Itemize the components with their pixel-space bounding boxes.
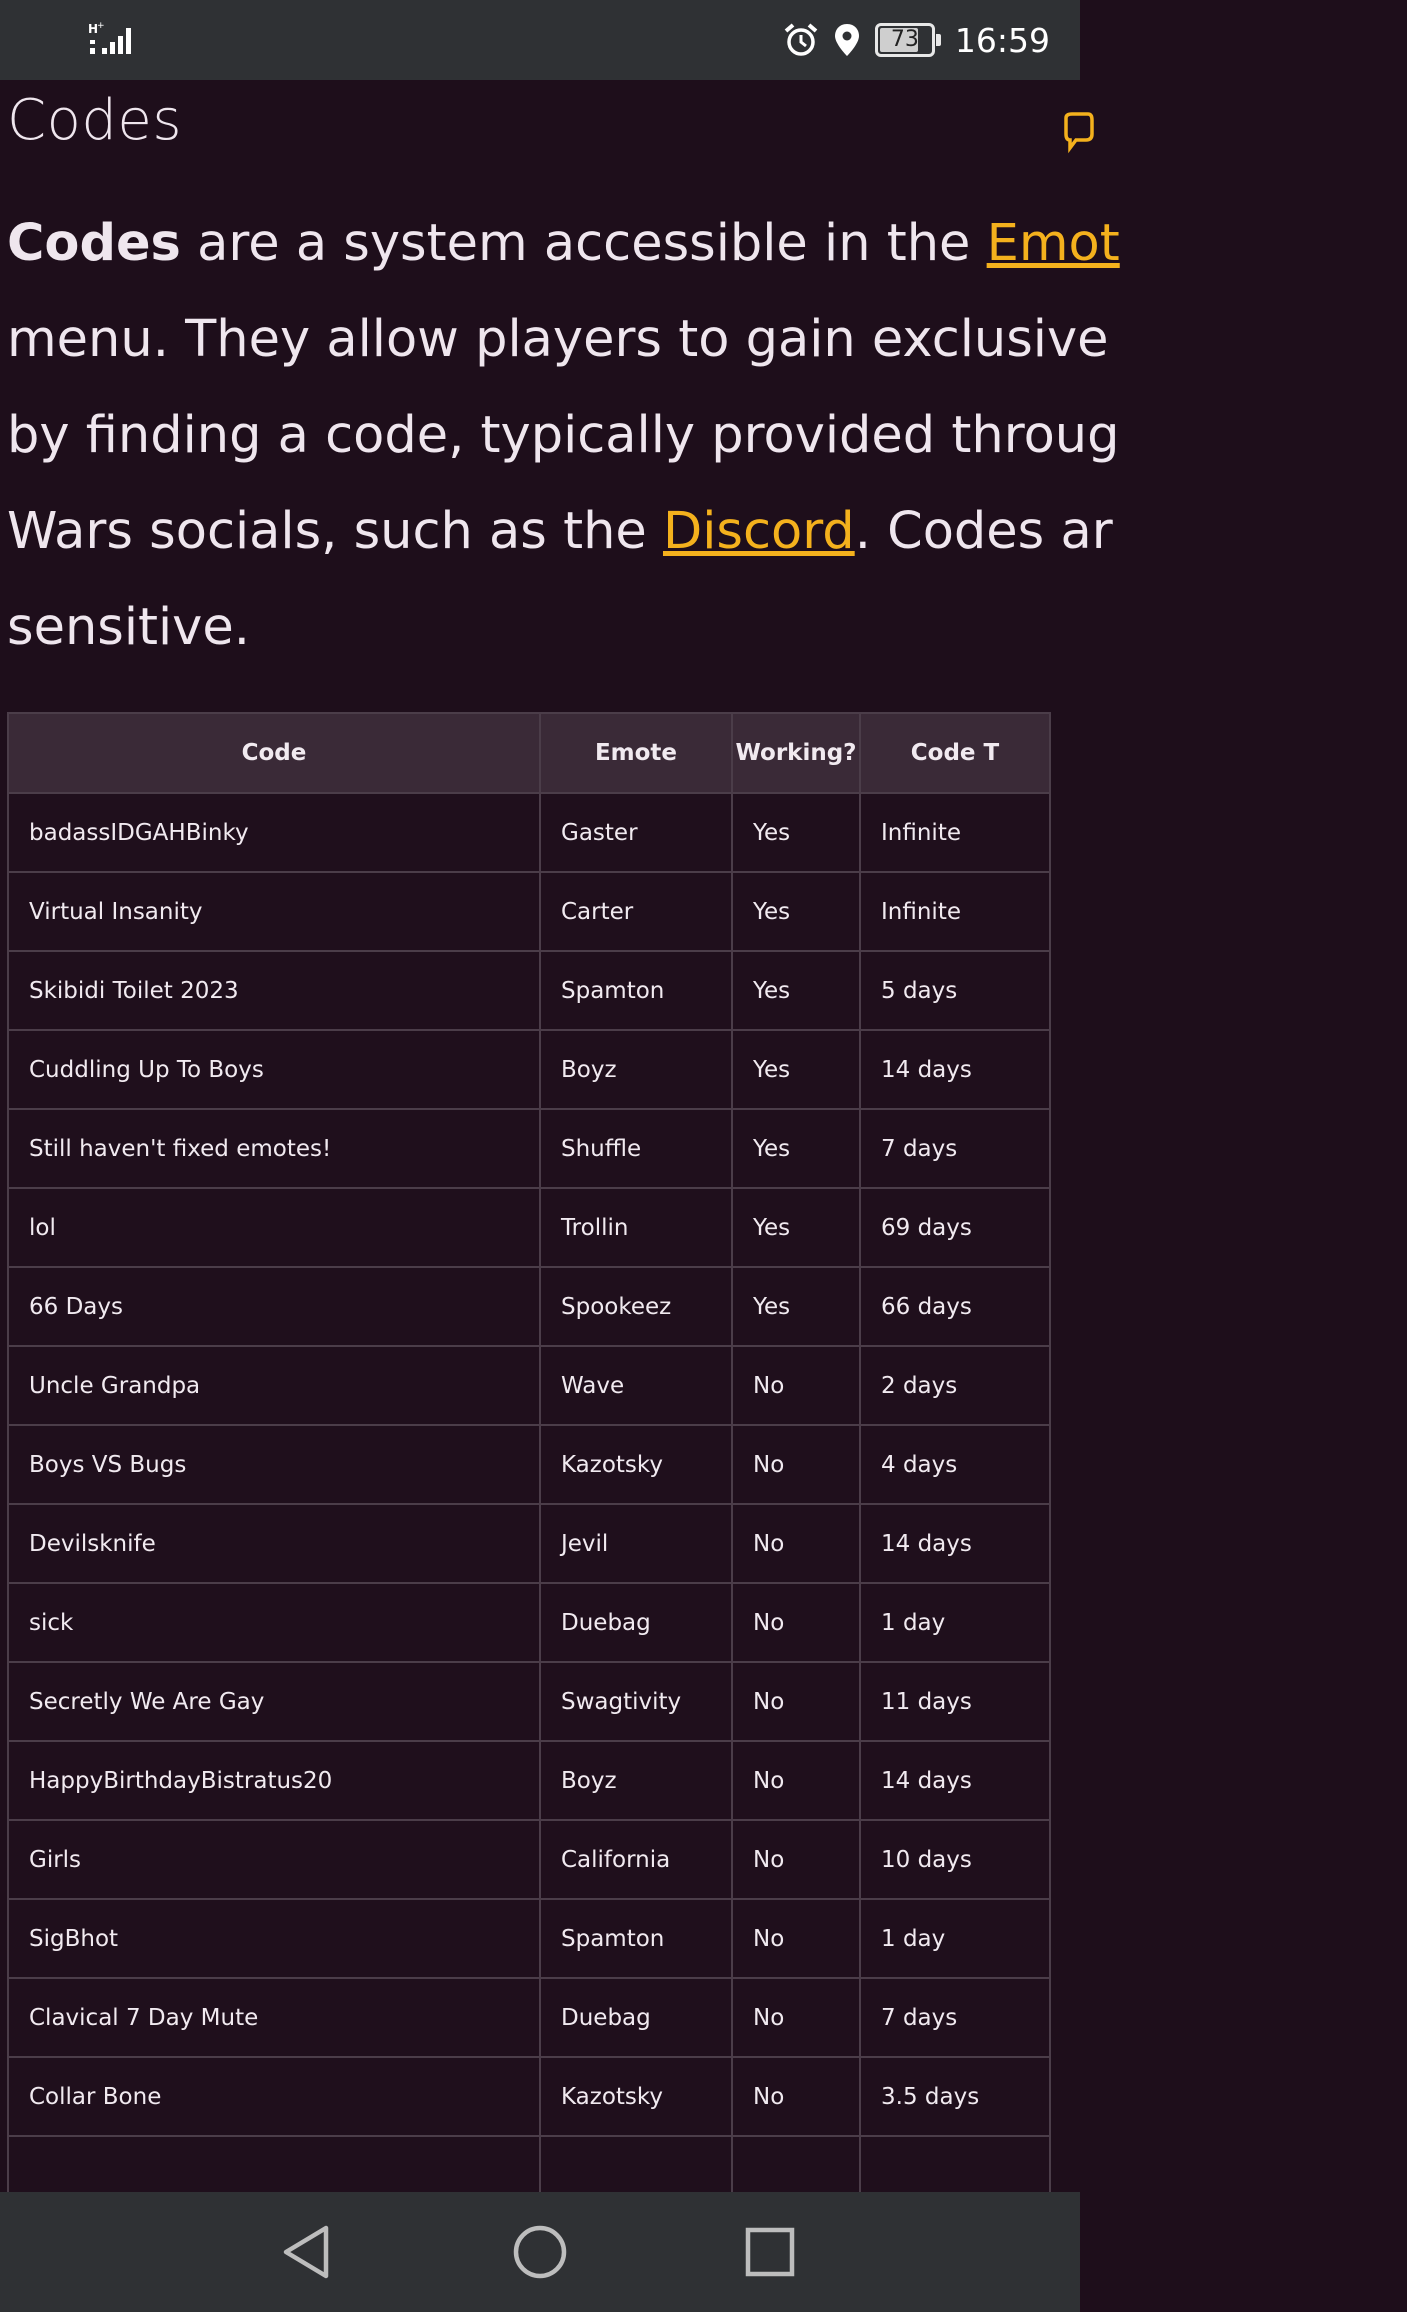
cell-emote: Carter — [540, 872, 732, 951]
cell-emote: Swagtivity — [540, 1662, 732, 1741]
cell-code: Uncle Grandpa — [8, 1346, 540, 1425]
cell-emote: Spookeez — [540, 1267, 732, 1346]
cell-emote: Duebag — [540, 1978, 732, 2057]
cell-code-time: 69 days — [860, 1188, 1050, 1267]
alarm-icon — [783, 22, 819, 58]
clock: 16:59 — [954, 20, 1050, 60]
cell-emote: Trollin — [540, 1188, 732, 1267]
header-code: Code — [8, 713, 540, 793]
emotes-link[interactable]: Emot — [986, 214, 1120, 273]
cell-emote: Spamton — [540, 951, 732, 1030]
cell-emote: Wave — [540, 1346, 732, 1425]
home-icon[interactable] — [508, 2220, 572, 2284]
cell-emote: Jevil — [540, 1504, 732, 1583]
table-row — [8, 1820, 1050, 1899]
cell-emote: Boyz — [540, 1030, 732, 1109]
table-header-row — [8, 713, 1050, 793]
cell-emote: Kazotsky — [540, 2057, 732, 2136]
cell-working: Yes — [732, 793, 860, 872]
cell-emote: Boyz — [540, 1741, 732, 1820]
cell-working: No — [732, 1662, 860, 1741]
cell-code-time: 11 days — [860, 1662, 1050, 1741]
intro-line-4: Wars socials, such as the Discord. Codes ar — [7, 502, 1113, 561]
cell-code: HappyBirthdayBistratus20 — [8, 1741, 540, 1820]
cell-working: Yes — [732, 1030, 860, 1109]
cell-code-time: 7 days — [860, 1109, 1050, 1188]
table-row — [8, 2057, 1050, 2136]
cell-emote: Duebag — [540, 1583, 732, 1662]
cell-emote: California — [540, 1820, 732, 1899]
table-row — [8, 1741, 1050, 1820]
cell-working: No — [732, 1583, 860, 1662]
intro-line-2: menu. They allow players to gain exclusive — [7, 310, 1109, 369]
table-row — [8, 1899, 1050, 1978]
battery-icon — [875, 23, 935, 57]
back-icon[interactable] — [276, 2220, 340, 2284]
cell-working: Yes — [732, 951, 860, 1030]
navigation-bar — [0, 2192, 1080, 2312]
talk-bubble-icon[interactable] — [1062, 112, 1092, 152]
cell-code-time: 66 days — [860, 1267, 1050, 1346]
recents-icon[interactable] — [738, 2220, 802, 2284]
header-code-time: Code T — [860, 713, 1050, 793]
table-row — [8, 1030, 1050, 1109]
location-icon — [833, 22, 861, 58]
signal-icon — [88, 20, 144, 56]
cell-code: Skibidi Toilet 2023 — [8, 951, 540, 1030]
cell-code-time: 10 days — [860, 1820, 1050, 1899]
cell-working: No — [732, 1820, 860, 1899]
header-working: Working? — [732, 713, 860, 793]
intro-line-1: Codes are a system accessible in the Emot — [7, 214, 1120, 273]
cell-code-time: 14 days — [860, 1741, 1050, 1820]
cell-code-time: 1 day — [860, 1583, 1050, 1662]
cell-working: No — [732, 1899, 860, 1978]
cell-working: No — [732, 1346, 860, 1425]
cell-emote: Kazotsky — [540, 1425, 732, 1504]
cell-code: Collar Bone — [8, 2057, 540, 2136]
cell-code: lol — [8, 1188, 540, 1267]
cell-code-time: Infinite — [860, 793, 1050, 872]
codes-table-container[interactable] — [7, 712, 1107, 2216]
svg-text:+: + — [97, 21, 105, 31]
cell-code: Still haven't fixed emotes! — [8, 1109, 540, 1188]
cell-code: Secretly We Are Gay — [8, 1662, 540, 1741]
cell-working: Yes — [732, 872, 860, 951]
cell-code-time: 14 days — [860, 1030, 1050, 1109]
cell-code-time: 4 days — [860, 1425, 1050, 1504]
cell-code: badassIDGAHBinky — [8, 793, 540, 872]
table-row — [8, 1109, 1050, 1188]
cell-code: sick — [8, 1583, 540, 1662]
discord-link[interactable]: Discord — [662, 502, 855, 561]
cell-code-time: 5 days — [860, 951, 1050, 1030]
cell-code-time: 7 days — [860, 1978, 1050, 2057]
cell-code: Devilsknife — [8, 1504, 540, 1583]
cell-code: Cuddling Up To Boys — [8, 1030, 540, 1109]
table-row — [8, 1425, 1050, 1504]
table-row — [8, 1978, 1050, 2057]
table-row — [8, 1188, 1050, 1267]
page-title: Codes — [7, 88, 183, 153]
cell-emote: Gaster — [540, 793, 732, 872]
intro-paragraph — [7, 196, 1407, 676]
cell-working: No — [732, 2057, 860, 2136]
table-row — [8, 1267, 1050, 1346]
intro-bold-lead: Codes — [7, 214, 181, 273]
cell-emote: Spamton — [540, 1899, 732, 1978]
cell-code-time: 3.5 days — [860, 2057, 1050, 2136]
header-emote: Emote — [540, 713, 732, 793]
cell-working: No — [732, 1425, 860, 1504]
table-row — [8, 1346, 1050, 1425]
cell-working: No — [732, 1504, 860, 1583]
cell-working: Yes — [732, 1267, 860, 1346]
cell-code-time: 2 days — [860, 1346, 1050, 1425]
cell-code-time: 1 day — [860, 1899, 1050, 1978]
cell-code: Boys VS Bugs — [8, 1425, 540, 1504]
cell-code: 66 Days — [8, 1267, 540, 1346]
cell-emote: Shuffle — [540, 1109, 732, 1188]
table-row — [8, 951, 1050, 1030]
table-row — [8, 1504, 1050, 1583]
battery-level: 73 — [890, 27, 919, 52]
status-bar — [0, 0, 1080, 80]
cell-working: Yes — [732, 1188, 860, 1267]
cell-code: Girls — [8, 1820, 540, 1899]
intro-line-3: by finding a code, typically provided throug — [7, 406, 1120, 465]
table-row — [8, 793, 1050, 872]
table-row — [8, 872, 1050, 951]
cell-code: SigBhot — [8, 1899, 540, 1978]
cell-working: Yes — [732, 1109, 860, 1188]
cell-code: Clavical 7 Day Mute — [8, 1978, 540, 2057]
intro-line-5: sensitive. — [7, 598, 250, 657]
table-row — [8, 1583, 1050, 1662]
svg-text:H: H — [88, 22, 99, 36]
codes-table — [7, 712, 1051, 2216]
cell-code: Virtual Insanity — [8, 872, 540, 951]
cell-code-time: Infinite — [860, 872, 1050, 951]
cell-code-time: 14 days — [860, 1504, 1050, 1583]
table-row — [8, 1662, 1050, 1741]
cell-working: No — [732, 1978, 860, 2057]
cell-working: No — [732, 1741, 860, 1820]
